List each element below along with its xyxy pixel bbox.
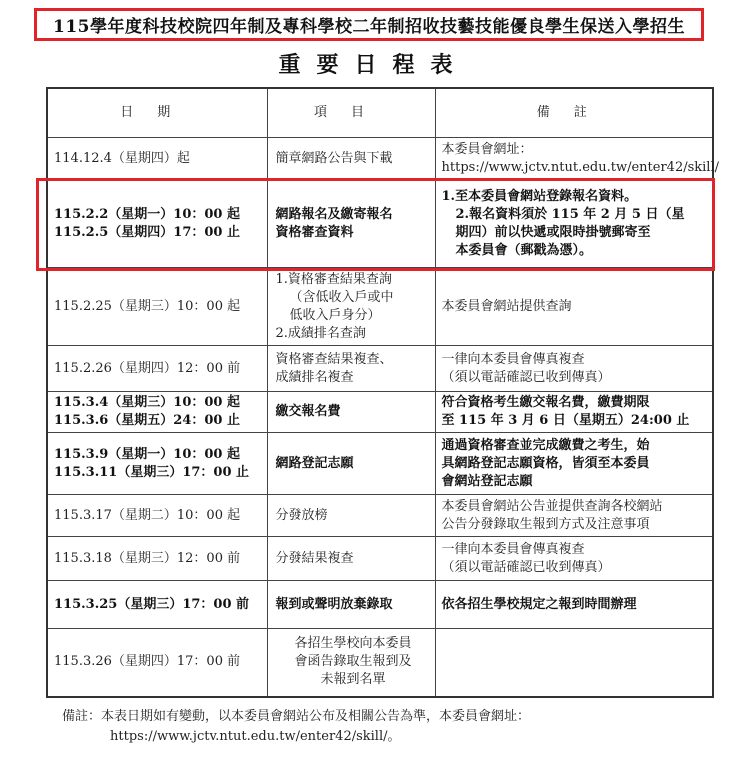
item-cell-line: 報到或聲明放棄錄取 bbox=[275, 596, 393, 612]
date-cell bbox=[47, 138, 267, 180]
date-cell-line: 114.12.4（星期四）起 bbox=[54, 150, 190, 166]
date-cell-line: 115.2.26（星期四）12：00 前 bbox=[54, 360, 241, 376]
note-cell-line: 依各招生學校規定之報到時間辦理 bbox=[441, 596, 637, 612]
date-cell bbox=[47, 433, 267, 495]
date-cell-line: 115.3.17（星期二）10：00 起 bbox=[54, 507, 241, 523]
note-cell-line: 本委員會（郵戳為憑）。 bbox=[455, 242, 593, 258]
table-row bbox=[47, 180, 713, 268]
note-cell bbox=[435, 268, 713, 346]
schedule-heading: 重要日程表 bbox=[278, 52, 469, 78]
item-cell-line: 會函告錄取生報到及 bbox=[294, 654, 412, 670]
date-cell-line: 115.3.4（星期三）10：00 起 bbox=[54, 395, 240, 410]
date-cell-line: 115.3.26（星期四）17：00 前 bbox=[54, 654, 241, 670]
item-cell bbox=[267, 268, 435, 346]
table-row bbox=[47, 495, 713, 537]
item-cell-line: 簡章網路公告與下載 bbox=[275, 150, 393, 166]
note-cell-line: 符合資格考生繳交報名費，繳費期限 bbox=[441, 395, 650, 410]
note-cell-line: 通過資格審查並完成繳費之考生，始 bbox=[441, 437, 650, 453]
item-cell-line: 成績排名複查 bbox=[275, 369, 354, 385]
schedule-body bbox=[47, 138, 719, 697]
note-cell-line: 公告分發錄取生報到方式及注意事項 bbox=[441, 516, 650, 532]
item-cell-line: 網路登記志願 bbox=[275, 455, 354, 471]
item-cell-line: 未報到名單 bbox=[320, 672, 386, 688]
note-cell bbox=[435, 495, 713, 537]
note-cell bbox=[435, 346, 713, 392]
header-item: 項目 bbox=[267, 88, 435, 138]
date-cell bbox=[47, 629, 267, 697]
date-cell-line: 115.2.25（星期三）10：00 起 bbox=[54, 298, 241, 314]
item-cell-line: 繳交報名費 bbox=[275, 404, 341, 419]
item-cell-line: 資格審查結果複查、 bbox=[275, 351, 393, 367]
date-cell bbox=[47, 346, 267, 392]
date-cell bbox=[47, 495, 267, 537]
note-cell-line: 本委員會網站提供查詢 bbox=[441, 298, 572, 314]
item-cell-line: 分發結果複查 bbox=[275, 550, 354, 566]
date-cell-line: 115.3.11（星期三）17：00 止 bbox=[54, 464, 250, 480]
date-cell-line: 115.2.5（星期四）17：00 止 bbox=[54, 224, 240, 240]
date-cell bbox=[47, 180, 267, 268]
note-cell bbox=[435, 392, 713, 433]
note-cell-line: 本委員會網址： bbox=[441, 141, 533, 157]
note-cell bbox=[435, 180, 713, 268]
item-cell-line: 低收入戶身分） bbox=[289, 307, 381, 323]
document-title bbox=[34, 8, 704, 41]
item-cell-line: （含低收入戶或中 bbox=[289, 289, 394, 305]
item-cell-line: 1.資格審查結果查詢 bbox=[275, 271, 392, 287]
date-cell bbox=[47, 537, 267, 581]
footnote-url: https://www.jctv.ntut.edu.tw/enter42/skill/。 bbox=[110, 729, 401, 744]
date-cell-line: 115.3.6（星期五）24：00 止 bbox=[54, 413, 240, 428]
item-cell bbox=[267, 433, 435, 495]
table-row bbox=[47, 433, 713, 495]
table-row bbox=[47, 537, 713, 581]
item-cell-line: 資格審查資料 bbox=[275, 224, 354, 240]
note-cell bbox=[435, 581, 713, 629]
schedule-table bbox=[46, 87, 719, 698]
date-cell-line: 115.2.2（星期一）10：00 起 bbox=[54, 206, 240, 222]
item-cell bbox=[267, 138, 435, 180]
item-cell-line: 網路報名及繳寄報名 bbox=[275, 206, 393, 222]
item-cell bbox=[267, 629, 435, 697]
note-cell bbox=[435, 537, 713, 581]
table-row bbox=[47, 138, 713, 180]
note-cell bbox=[435, 629, 713, 697]
table-row bbox=[47, 346, 713, 392]
item-cell-line: 2.成績排名查詢 bbox=[275, 325, 366, 341]
note-cell-line: 2.報名資料須於 115 年 2 月 5 日（星 bbox=[455, 206, 685, 222]
header-date: 日期 bbox=[47, 88, 267, 138]
note-cell-line: 1.至本委員會網站登錄報名資料。 bbox=[441, 188, 638, 204]
footnote bbox=[62, 707, 722, 747]
item-cell bbox=[267, 392, 435, 433]
item-cell-line: 各招生學校向本委員 bbox=[294, 636, 412, 652]
date-cell bbox=[47, 392, 267, 433]
item-cell bbox=[267, 495, 435, 537]
table-row bbox=[47, 629, 713, 697]
note-cell-line: （須以電話確認已收到傳真） bbox=[441, 369, 611, 385]
item-cell bbox=[267, 581, 435, 629]
note-cell-line: （須以電話確認已收到傳真） bbox=[441, 559, 611, 575]
footnote-text: 備註：本表日期如有變動，以本委員會網站公布及相關公告為準，本委員會網址： bbox=[62, 709, 531, 724]
note-cell-line: 會網站登記志願 bbox=[441, 473, 533, 489]
note-cell-line: 本委員會網站公告並提供查詢各校網站 bbox=[441, 498, 663, 514]
date-cell-line: 115.3.9（星期一）10：00 起 bbox=[54, 446, 240, 462]
note-cell bbox=[435, 433, 713, 495]
note-cell-line: 期四）前以快遞或限時掛號郵寄至 bbox=[455, 224, 651, 240]
item-cell bbox=[267, 346, 435, 392]
note-cell-line: https://www.jctv.ntut.edu.tw/enter42/skill/ bbox=[441, 159, 719, 175]
note-cell bbox=[435, 138, 719, 180]
header-note: 備註 bbox=[435, 88, 713, 138]
note-cell-line: 至 115 年 3 月 6 日（星期五）24:00 止 bbox=[441, 413, 690, 428]
table-header-row bbox=[47, 88, 713, 138]
note-cell-line: 具網路登記志願資格，皆須至本委員 bbox=[441, 455, 650, 471]
table-row bbox=[47, 581, 713, 629]
item-cell bbox=[267, 537, 435, 581]
item-cell bbox=[267, 180, 435, 268]
document-title-text: 115學年度科技校院四年制及專科學校二年制招收技藝技能優良學生保送入學招生 bbox=[53, 17, 685, 37]
date-cell-line: 115.3.18（星期三）12：00 前 bbox=[54, 550, 241, 566]
item-cell-line: 分發放榜 bbox=[275, 507, 328, 523]
date-cell bbox=[47, 581, 267, 629]
date-cell-line: 115.3.25（星期三）17：00 前 bbox=[54, 596, 250, 612]
date-cell bbox=[47, 268, 267, 346]
table-row bbox=[47, 268, 713, 346]
table-row bbox=[47, 392, 713, 433]
note-cell-line: 一律向本委員會傳真複查 bbox=[441, 351, 585, 367]
note-cell-line: 一律向本委員會傳真複查 bbox=[441, 541, 585, 557]
